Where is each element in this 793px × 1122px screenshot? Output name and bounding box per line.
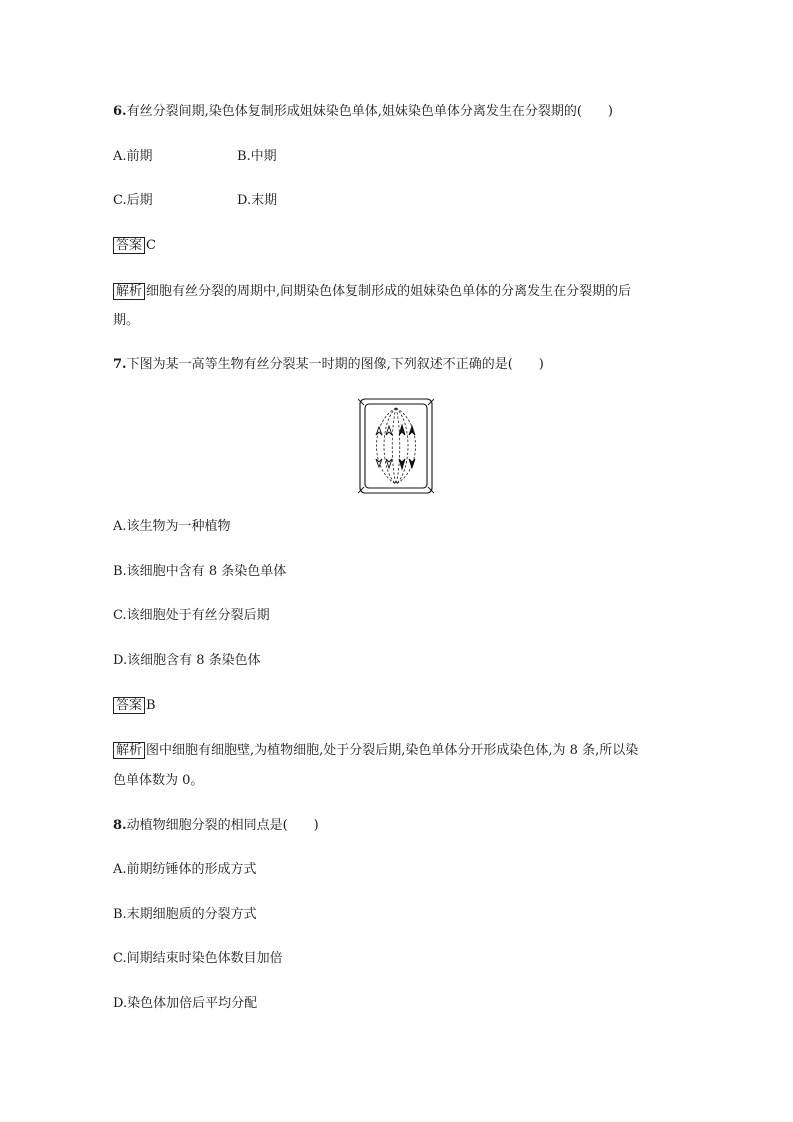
cell-wall-corners [358,399,434,493]
question-number: 6. [113,104,127,119]
question-8-stem [113,818,319,834]
answer-tag: 答案 [113,697,145,714]
q7-analysis-line-1 [113,742,638,759]
q8-option-b: B.末期细胞质的分裂方式 [113,907,257,922]
answer-value: B [146,698,156,713]
q7-option-d: D.该细胞含有 8 条染色体 [113,653,261,668]
question-number: 7. [113,357,127,372]
analysis-text: 图中细胞有细胞壁,为植物细胞,处于分裂后期,染色单体分开形成染色体,为 8 条,所以染 [146,743,639,758]
q8-option-c: C.间期结束时染色体数目加倍 [113,951,283,966]
answer-value: C [146,238,156,253]
lower-chromosomes [376,459,415,469]
answer-tag: 答案 [113,237,145,254]
analysis-tag: 解析 [113,283,145,300]
q7-option-a: A.该生物为一种植物 [113,519,231,534]
q6-option-c: C.后期 [113,193,153,208]
q7-option-b: B.该细胞中含有 8 条染色单体 [113,564,287,579]
q8-option-a: A.前期纺锤体的形成方式 [113,862,257,877]
cell-division-figure [358,397,434,495]
question-text: 有丝分裂间期,染色体复制形成姐妹染色单体,姐妹染色单体分离发生在分裂期的( ) [126,104,613,119]
q6-option-a: A.前期 [113,149,153,164]
cell-wall-outer [360,399,432,493]
q6-analysis-line-1 [113,283,631,300]
q6-answer [113,237,156,254]
q8-option-d: D.染色体加倍后平均分配 [113,996,258,1011]
q6-analysis-line-2: 期。 [113,313,140,328]
q6-option-b: B.中期 [237,149,277,164]
q7-analysis-line-2: 色单体数为 0。 [113,773,204,788]
question-7-stem [113,357,544,373]
question-number: 8. [113,818,127,833]
analysis-tag: 解析 [113,742,145,759]
q6-option-d: D.末期 [237,193,278,208]
analysis-text: 细胞有丝分裂的周期中,间期染色体复制形成的姐妹染色单体的分离发生在分裂期的后 [146,284,632,299]
question-6-stem [113,104,613,120]
q7-answer [113,697,156,714]
question-text: 动植物细胞分裂的相同点是( ) [126,818,319,833]
question-text: 下图为某一高等生物有丝分裂某一时期的图像,下列叙述不正确的是( ) [126,357,544,372]
spindle-fibers [377,408,416,484]
upper-chromosomes [376,425,415,435]
q7-option-c: C.该细胞处于有丝分裂后期 [113,608,270,623]
cell-wall-inner [365,404,427,488]
